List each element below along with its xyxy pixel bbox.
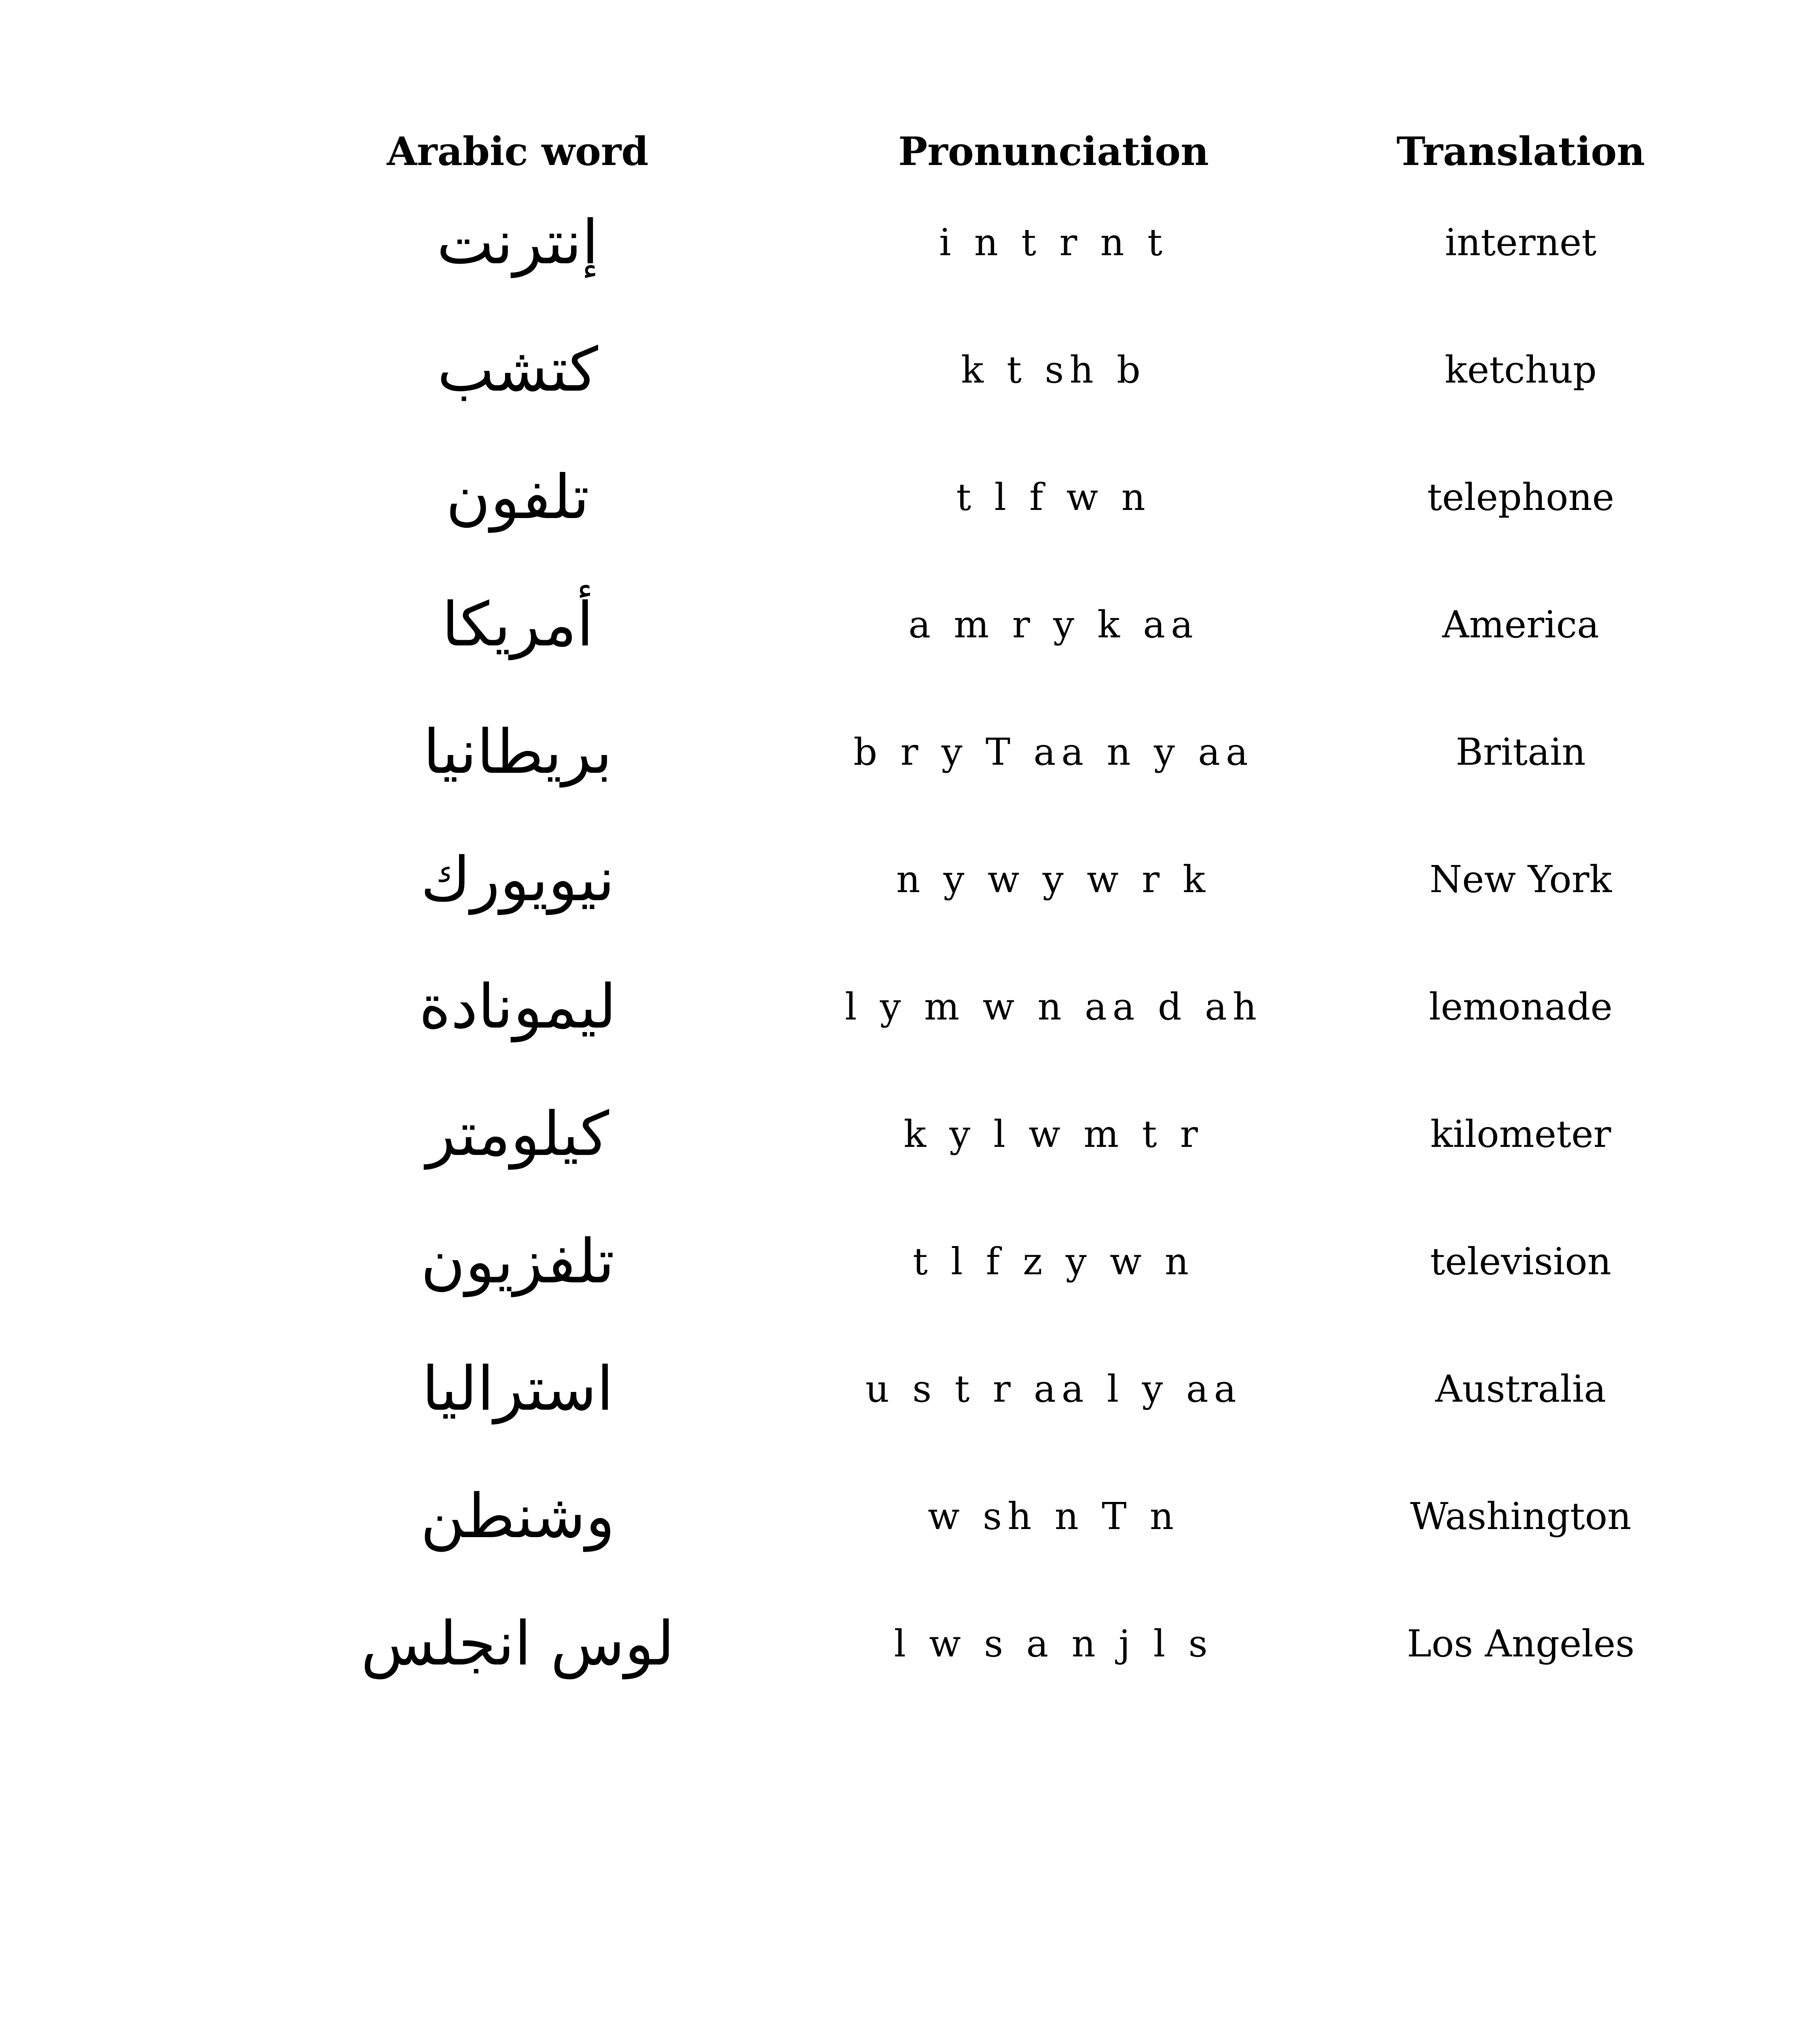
table-row bbox=[0, 954, 1820, 1082]
pronunciation: l w s a n j l s bbox=[894, 1622, 1213, 1665]
table-row bbox=[0, 572, 1820, 700]
table-row bbox=[0, 827, 1820, 954]
table-row bbox=[0, 1337, 1820, 1464]
arabic-word: وشنطن bbox=[420, 1481, 615, 1552]
translation: Washington bbox=[1410, 1495, 1632, 1538]
table-row bbox=[0, 700, 1820, 827]
pronunciation: b r y T aa n y aa bbox=[853, 730, 1254, 774]
arabic-word: لوس انجلس bbox=[361, 1609, 675, 1679]
arabic-word: تلفزيون bbox=[421, 1227, 615, 1297]
table-header bbox=[0, 121, 1820, 182]
pronunciation: k t sh b bbox=[961, 348, 1146, 391]
arabic-word: كيلومتر bbox=[426, 1099, 609, 1170]
arabic-word: كتشب bbox=[437, 335, 598, 405]
pronunciation: w sh n T n bbox=[927, 1495, 1180, 1538]
vocabulary-table bbox=[0, 190, 1820, 1719]
translation: television bbox=[1430, 1240, 1611, 1283]
pronunciation: n y w y w r k bbox=[896, 858, 1211, 901]
arabic-word: أمريكا bbox=[442, 590, 594, 660]
translation: internet bbox=[1445, 221, 1597, 264]
pronunciation: t l f z y w n bbox=[912, 1240, 1195, 1283]
translation: Britain bbox=[1456, 730, 1586, 774]
translation: Australia bbox=[1435, 1367, 1606, 1411]
translation: ketchup bbox=[1444, 348, 1597, 391]
pronunciation: i n t r n t bbox=[939, 221, 1168, 264]
pronunciation: k y l w m t r bbox=[904, 1113, 1204, 1156]
pronunciation: u s t r aa l y aa bbox=[865, 1367, 1242, 1411]
table-row bbox=[0, 317, 1820, 445]
table-row bbox=[0, 190, 1820, 317]
arabic-word: ليمونادة bbox=[419, 972, 616, 1042]
arabic-word: تلفون bbox=[446, 462, 590, 533]
translation: New York bbox=[1429, 858, 1612, 901]
arabic-word: إنترنت bbox=[436, 207, 599, 278]
arabic-word: استراليا bbox=[422, 1354, 614, 1424]
header-arabic-word: Arabic word bbox=[387, 129, 649, 174]
header-translation: Translation bbox=[1396, 129, 1645, 174]
header-pronunciation: Pronunciation bbox=[898, 129, 1209, 174]
arabic-word: نيويورك bbox=[421, 844, 615, 915]
translation: America bbox=[1442, 603, 1599, 646]
translation: telephone bbox=[1427, 476, 1615, 519]
translation: Los Angeles bbox=[1407, 1622, 1635, 1665]
table-row bbox=[0, 1209, 1820, 1337]
pronunciation: l y m w n aa d ah bbox=[844, 985, 1263, 1028]
pronunciation: t l f w n bbox=[956, 476, 1151, 519]
table-row bbox=[0, 1464, 1820, 1591]
table-row bbox=[0, 1591, 1820, 1719]
pronunciation: a m r y k aa bbox=[908, 603, 1199, 646]
table-row bbox=[0, 1082, 1820, 1209]
translation: lemonade bbox=[1429, 985, 1613, 1028]
arabic-word: بريطانيا bbox=[423, 717, 612, 787]
translation: kilometer bbox=[1430, 1113, 1611, 1156]
table-row bbox=[0, 445, 1820, 572]
